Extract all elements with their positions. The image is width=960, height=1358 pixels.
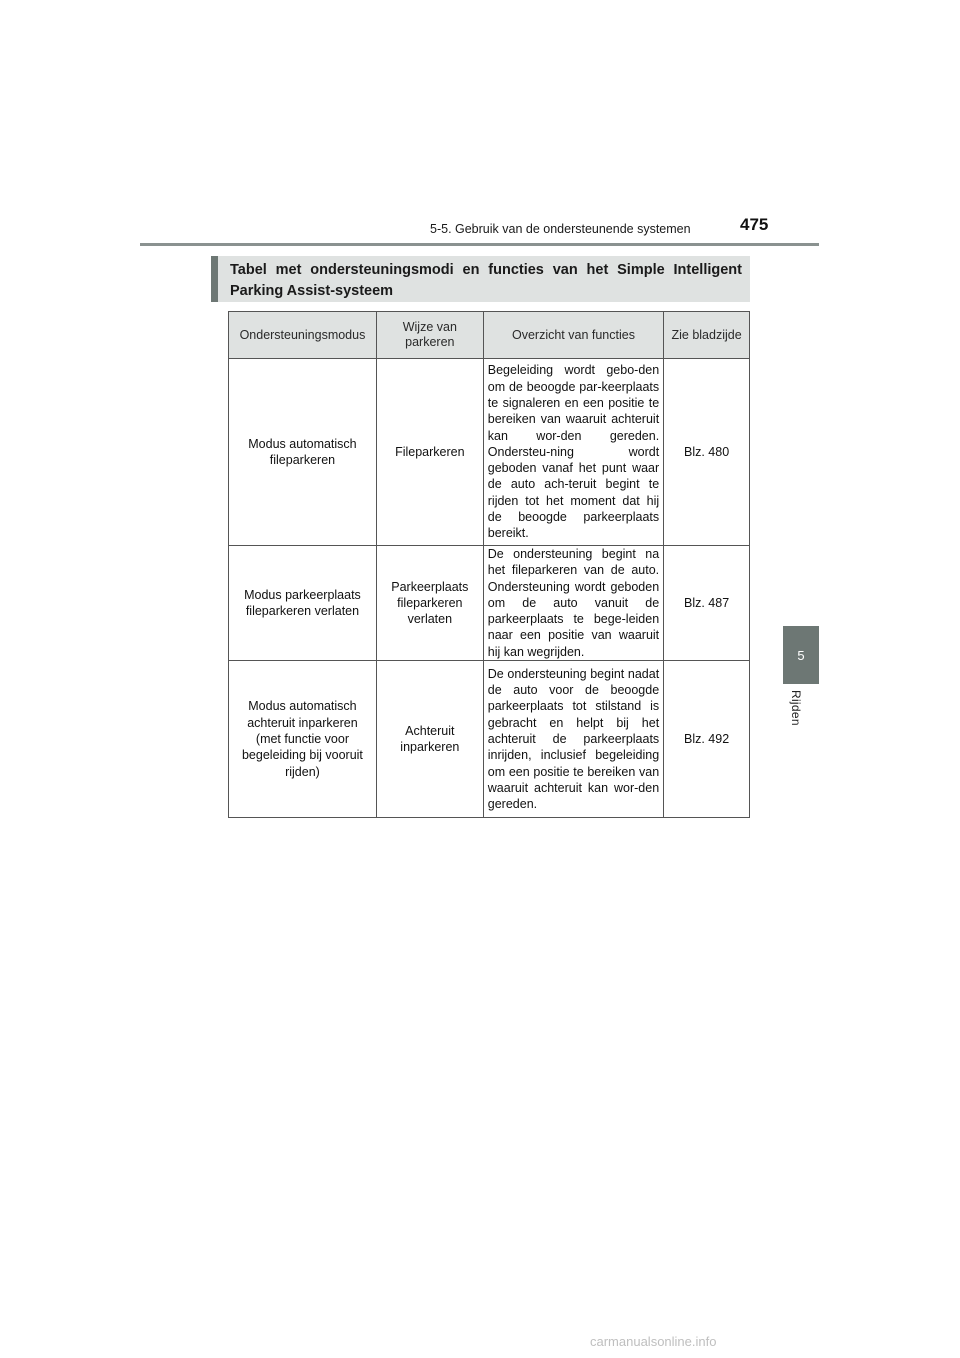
chapter-number: 5 — [797, 647, 805, 663]
assist-modes-table — [228, 311, 750, 818]
cell-overview: Begeleiding wordt gebo-den om de beoogde par-keerplaats te signaleren en een positie te bereiken van waaruit achteruit kan wor-den gereden. Ondersteu-ning wordt geboden vanaf het punt waar de auto ach-teruit begint te rijden tot het moment dat hij de beoogde parkeerplaats bereikt. — [483, 359, 663, 546]
cell-overview: De ondersteuning begint nadat de auto voor de beoogde parkeerplaats tot stilstand is gebracht en helpt bij het achteruit de parkeerplaats inrijden, inclusief begeleiding om een positie te bereiken van waaruit achteruit kan wor-den gereden. — [483, 661, 663, 818]
cell-mode: Modus parkeerplaats fileparkeren verlaten — [229, 546, 377, 661]
table-row — [229, 546, 750, 661]
header-overview: Overzicht van functies — [483, 312, 663, 359]
table-header-row — [229, 312, 750, 359]
cell-page: Blz. 487 — [664, 546, 750, 661]
cell-mode: Modus automatisch achteruit inparkeren (met functie voor begeleiding bij vooruit rijden) — [229, 661, 377, 818]
header-parking: Wijze van parkeren — [376, 312, 483, 359]
chapter-label: Rijden — [789, 690, 803, 726]
chapter-tab — [783, 626, 819, 684]
cell-parking: Fileparkeren — [376, 359, 483, 546]
cell-page: Blz. 480 — [664, 359, 750, 546]
header-page: Zie bladzijde — [664, 312, 750, 359]
cell-overview: De ondersteuning begint na het fileparkeren van de auto. Ondersteuning wordt geboden om de auto vanuit de parkeerplaats te bege-leiden naar een positie van waaruit hij kan wegrijden. — [483, 546, 663, 661]
footer-watermark: carmanualsonline.info — [590, 1334, 717, 1349]
cell-parking: Achteruit inparkeren — [376, 661, 483, 818]
section-title: Tabel met ondersteuningsmodi en functies van het Simple Intelligent Parking Assist-systeem — [211, 256, 750, 302]
page-number: 475 — [740, 215, 769, 234]
cell-mode: Modus automatisch fileparkeren — [229, 359, 377, 546]
table-row — [229, 359, 750, 546]
table-row — [229, 661, 750, 818]
cell-page: Blz. 492 — [664, 661, 750, 818]
running-header-section: 5-5. Gebruik van de ondersteunende systemen — [430, 222, 691, 236]
header-rule — [140, 243, 819, 246]
header-mode: Ondersteuningsmodus — [229, 312, 377, 359]
cell-parking: Parkeerplaats fileparkeren verlaten — [376, 546, 483, 661]
